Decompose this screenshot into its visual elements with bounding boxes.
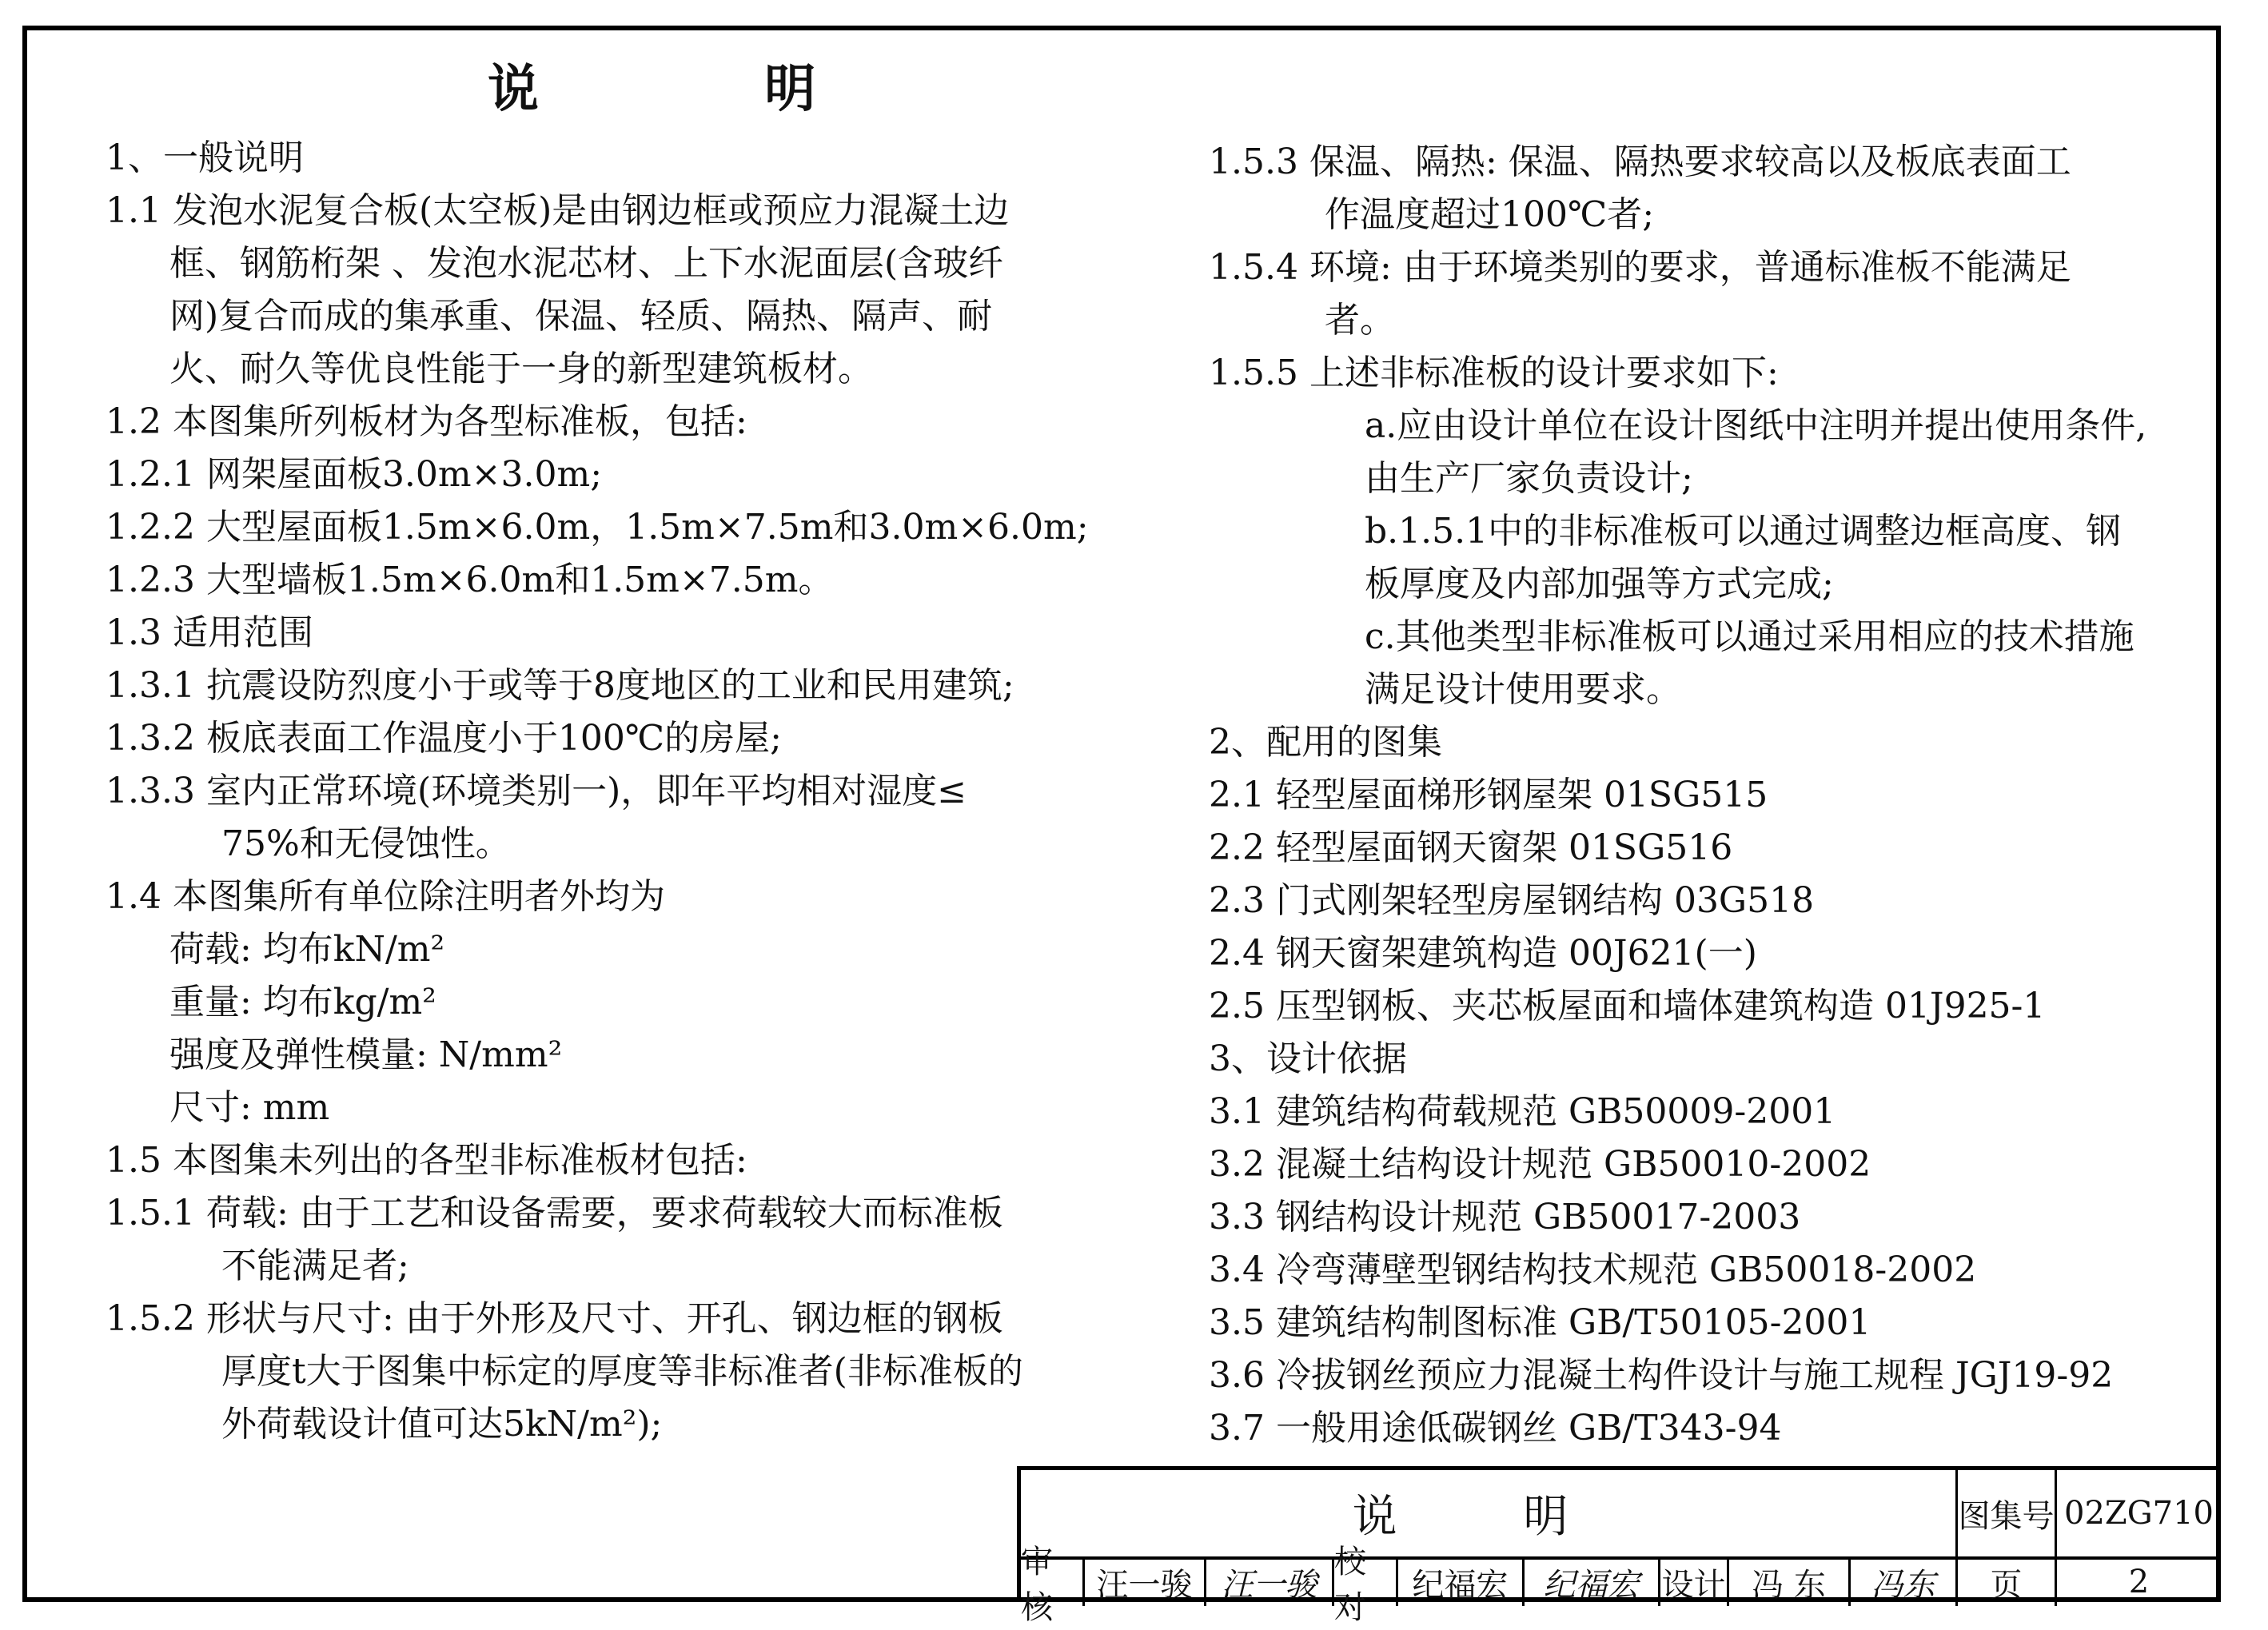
- review-label: 审核: [1021, 1558, 1085, 1606]
- text-line: 1.5.5 上述非标准板的设计要求如下:: [1209, 353, 1779, 393]
- text-line: 1.5.2 形状与尺寸: 由于外形及尺寸、开孔、钢边框的钢板: [106, 1298, 1003, 1339]
- right-column: [1209, 136, 2146, 1455]
- text-line: 2.5 压型钢板、夹芯板屋面和墙体建筑构造 01J925-1: [1209, 986, 2046, 1026]
- text-line: 2.2 轻型屋面钢天窗架 01SG516: [1209, 827, 1733, 868]
- text-line: 2.4 钢天窗架建筑构造 00J621(一): [1209, 933, 1757, 974]
- text-line: 1.5.3 保温、隔热: 保温、隔热要求较高以及板底表面工: [1209, 141, 2071, 182]
- text-line: 厚度t大于图集中标定的厚度等非标准者(非标准板的: [221, 1351, 1023, 1392]
- page-number: 2: [2128, 1564, 2150, 1600]
- text-line: 1.2.3 大型墙板1.5m×6.0m和1.5m×7.5m。: [106, 560, 834, 600]
- title-block: [1017, 1466, 2221, 1626]
- reviewer-signature: 汪一骏: [1206, 1558, 1334, 1606]
- left-column: [106, 132, 1089, 1451]
- atlas-label: 图集号: [1958, 1470, 2057, 1556]
- checker-signature: 纪福宏: [1525, 1558, 1660, 1606]
- text-line: 1.3.2 板底表面工作温度小于100℃的房屋;: [106, 718, 782, 759]
- text-line: 2.3 门式刚架轻型房屋钢结构 03G518: [1209, 880, 1815, 921]
- page-title: 说 明: [488, 59, 920, 119]
- design-label: 设计: [1660, 1558, 1729, 1606]
- text-line: 重量: 均布kg/m²: [169, 982, 436, 1022]
- text-line: 1.1 发泡水泥复合板(太空板)是由钢边框或预应力混凝土边: [106, 190, 1010, 231]
- text-line: 荷载: 均布kN/m²: [169, 929, 445, 970]
- text-line: 1.4 本图集所有单位除注明者外均为: [106, 876, 665, 917]
- check-label: 校对: [1334, 1558, 1398, 1606]
- reviewer-name: 汪一骏: [1085, 1558, 1206, 1606]
- text-line: 3.3 钢结构设计规范 GB50017-2003: [1209, 1197, 1801, 1237]
- text-line: 板厚度及内部加强等方式完成;: [1365, 564, 1834, 604]
- text-line: 1、一般说明: [106, 137, 304, 178]
- text-line: 3.7 一般用途低碳钢丝 GB/T343-94: [1209, 1408, 1782, 1449]
- text-line: 2、配用的图集: [1209, 722, 1442, 763]
- text-line: 3.5 建筑结构制图标准 GB/T50105-2001: [1209, 1302, 1871, 1343]
- text-line: c.其他类型非标准板可以通过采用相应的技术措施: [1365, 616, 2134, 657]
- text-line: 作温度超过100℃者;: [1325, 194, 1655, 235]
- text-line: 3.2 混凝土结构设计规范 GB50010-2002: [1209, 1144, 1871, 1185]
- text-line: 网)复合而成的集承重、保温、轻质、隔热、隔声、耐: [169, 296, 993, 337]
- text-line: 尺寸: mm: [169, 1087, 330, 1128]
- designer-signature: 冯东: [1851, 1558, 1958, 1606]
- text-line: 3.4 冷弯薄壁型钢结构技术规范 GB50018-2002: [1209, 1249, 1977, 1290]
- text-line: 1.2.2 大型屋面板1.5m×6.0m，1.5m×7.5m和3.0m×6.0m;: [106, 507, 1089, 548]
- text-line: 1.2.1 网架屋面板3.0m×3.0m;: [106, 454, 603, 495]
- title-block-name: 说 明: [1021, 1470, 1958, 1556]
- text-line: 火、耐久等优良性能于一身的新型建筑板材。: [169, 349, 873, 389]
- text-line: 3、设计依据: [1209, 1038, 1407, 1079]
- text-line: 强度及弹性模量: N/mm²: [169, 1034, 563, 1075]
- text-line: 不能满足者;: [221, 1245, 409, 1286]
- text-line: 1.3.1 抗震设防烈度小于或等于8度地区的工业和民用建筑;: [106, 665, 1014, 706]
- text-line: b.1.5.1中的非标准板可以通过调整边框高度、钢: [1365, 511, 2122, 552]
- text-line: 1.5 本图集未列出的各型非标准板材包括:: [106, 1140, 747, 1181]
- text-line: 3.6 冷拔钢丝预应力混凝土构件设计与施工规程 JGJ19-92: [1209, 1355, 2114, 1396]
- atlas-number: 02ZG710: [2064, 1495, 2214, 1532]
- text-line: 满足设计使用要求。: [1365, 669, 1681, 710]
- text-line: 由生产厂家负责设计;: [1365, 458, 1693, 499]
- text-line: 2.1 轻型屋面梯形钢屋架 01SG515: [1209, 775, 1768, 815]
- page-label: 页: [1958, 1558, 2057, 1606]
- checker-name: 纪福宏: [1398, 1558, 1525, 1606]
- text-line: 3.1 建筑结构荷载规范 GB50009-2001: [1209, 1091, 1836, 1132]
- text-line: a.应由设计单位在设计图纸中注明并提出使用条件,: [1365, 405, 2147, 446]
- text-line: 1.5.1 荷载: 由于工艺和设备需要，要求荷载较大而标准板: [106, 1193, 1003, 1233]
- text-line: 外荷载设计值可达5kN/m²);: [221, 1404, 663, 1445]
- text-line: 1.5.4 环境: 由于环境类别的要求，普通标准板不能满足: [1209, 247, 2071, 288]
- text-line: 1.2 本图集所列板材为各型标准板，包括:: [106, 401, 747, 442]
- designer-name: 冯 东: [1729, 1558, 1851, 1606]
- text-line: 1.3 适用范围: [106, 612, 313, 653]
- text-line: 框、钢筋桁架 、发泡水泥芯材、上下水泥面层(含玻纤: [169, 243, 1004, 284]
- text-line: 者。: [1325, 300, 1395, 341]
- text-line: 1.3.3 室内正常环境(环境类别一)，即年平均相对湿度≤: [106, 771, 967, 811]
- text-line: 75%和无侵蚀性。: [221, 823, 511, 864]
